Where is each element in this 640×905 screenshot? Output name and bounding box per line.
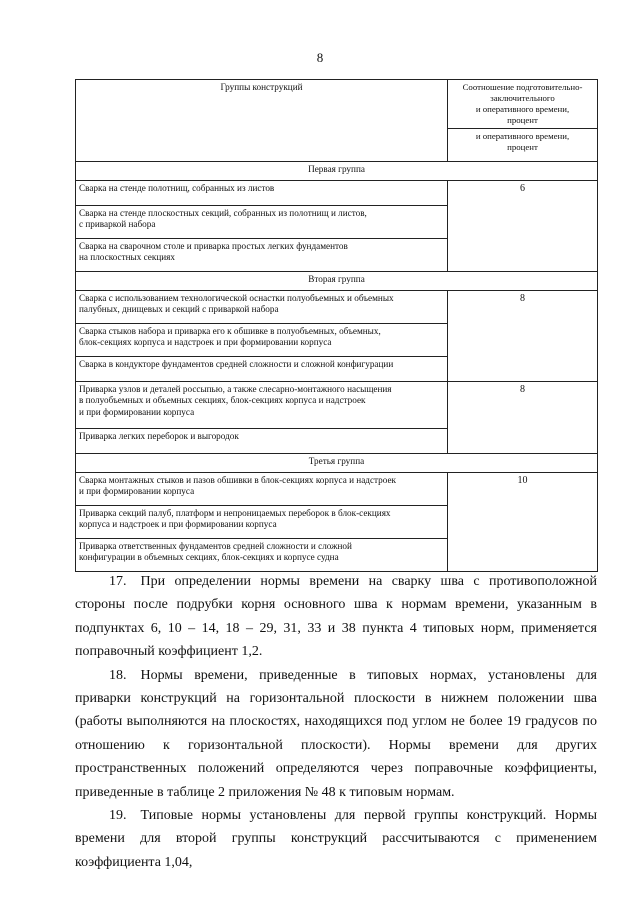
- construction-cell: [76, 538, 448, 571]
- paragraph-17: 17. При определении нормы времени на сварку шва с противоположной стороны после подрубки корня основного шва к нормам времени, указанным в подпунктах 6, 10 – 14, 18 – 29, 31, 33 и 38 пункта 4 типовых норм, применяется поправочный коэффициент 1,2.: [75, 574, 597, 660]
- norms-table: [75, 79, 598, 572]
- cell-line: процент: [507, 114, 538, 125]
- construction-cell: [76, 323, 448, 356]
- paragraph-18: 18. Нормы времени, приведенные в типовых нормах, установлены для приварки конструкций на горизонтальной плоскости в нижнем положении шва (работы выполняются на плоскостях, находящихся под углом не более 19 градусов по отношению к горизонтальной плоскости). Нормы времени для других пространственных положений определяются через поправочные коэффициенты, приведенные в таблице 2 приложения № 48 к типовым нормам.: [75, 667, 597, 800]
- header-groups: Группы конструкций: [76, 80, 448, 162]
- construction-cell: [76, 356, 448, 381]
- table-header-row: [76, 80, 598, 129]
- cell-line: процент: [507, 141, 538, 152]
- cell-line: палубных, днищевых и секций с приваркой набора: [79, 304, 279, 315]
- cell-line: Сварка монтажных стыков и пазов обшивки в блок-секциях корпуса и надстроек: [79, 474, 397, 485]
- cell-line: Соотношение подготовительно-: [462, 82, 583, 92]
- construction-cell: [76, 180, 448, 205]
- cell-line: Сварка на стенде полотнищ, собранных из листов: [79, 182, 275, 193]
- paragraph-19: 19. Типовые нормы установлены для первой группы конструкций. Нормы времени для второй группы конструкций рассчитываются с применением коэффициента 1,04,: [75, 808, 597, 870]
- construction-cell: [76, 505, 448, 538]
- table-row: [76, 472, 598, 505]
- cell-line: на плоскостных секциях: [79, 252, 175, 263]
- subheader-ratio: [448, 128, 598, 161]
- page-number: 8: [316, 50, 324, 65]
- group-title-row: [76, 453, 598, 472]
- cell-line: Приварка ответственных фундаментов средней сложности и сложной: [79, 540, 352, 551]
- cell-line: Приварка секций палуб, платформ и непроницаемых переборок в блок-секциях: [79, 507, 391, 518]
- cell-line: Сварка на сварочном столе и приварка простых легких фундаментов: [79, 240, 348, 251]
- cell-line: и при формировании корпуса: [79, 486, 195, 497]
- cell-line: конфигурации в объемных секциях, блок-секциях и корпусе судна: [79, 552, 339, 563]
- construction-cell: [76, 205, 448, 238]
- construction-cell: [76, 381, 448, 428]
- table-row: [76, 180, 598, 205]
- construction-cell: [76, 472, 448, 505]
- header-ratio: [448, 80, 598, 129]
- ratio-value: 6: [448, 180, 598, 271]
- cell-line: Сварка с использованием технологической оснастки полуобъемных и объемных: [79, 292, 394, 303]
- cell-line: Приварка узлов и деталей россыпью, а также слесарно-монтажного насыщения: [79, 383, 392, 394]
- cell-line: Сварка стыков набора и приварка его к обшивке в полуобъемных, объемных,: [79, 325, 381, 336]
- construction-cell: [76, 238, 448, 271]
- cell-line: и оперативного времени,: [475, 130, 570, 141]
- cell-line: Приварка легких переборок и выгородок: [79, 430, 239, 441]
- cell-line: Сварка на стенде плоскостных секций, собранных из полотнищ и листов,: [79, 207, 367, 218]
- ratio-value: 8: [448, 290, 598, 381]
- cell-line: и оперативного времени,: [475, 103, 570, 114]
- table-row: [76, 290, 598, 323]
- ratio-value: 8: [448, 381, 598, 453]
- body-text: [75, 570, 597, 874]
- group-title: Третья группа: [76, 453, 598, 472]
- group-title: Вторая группа: [76, 271, 598, 290]
- construction-cell: [76, 290, 448, 323]
- ratio-value: 10: [448, 472, 598, 571]
- cell-line: заключительного: [490, 92, 555, 103]
- group-title: Первая группа: [76, 161, 598, 180]
- group-title-row: [76, 271, 598, 290]
- cell-line: Сварка в кондукторе фундаментов средней сложности и сложной конфигурации: [79, 358, 394, 369]
- group-title-row: [76, 161, 598, 180]
- table-row: [76, 381, 598, 428]
- cell-line: с приваркой набора: [79, 219, 156, 230]
- cell-line: и при формировании корпуса: [79, 406, 195, 417]
- cell-line: корпуса и надстроек и при формировании корпуса: [79, 519, 277, 530]
- cell-line: в полуобъемных и объемных секциях, блок-секциях корпуса и надстроек: [79, 395, 366, 406]
- cell-line: блок-секциях корпуса и надстроек и при формировании корпуса: [79, 337, 332, 348]
- construction-cell: [76, 428, 448, 453]
